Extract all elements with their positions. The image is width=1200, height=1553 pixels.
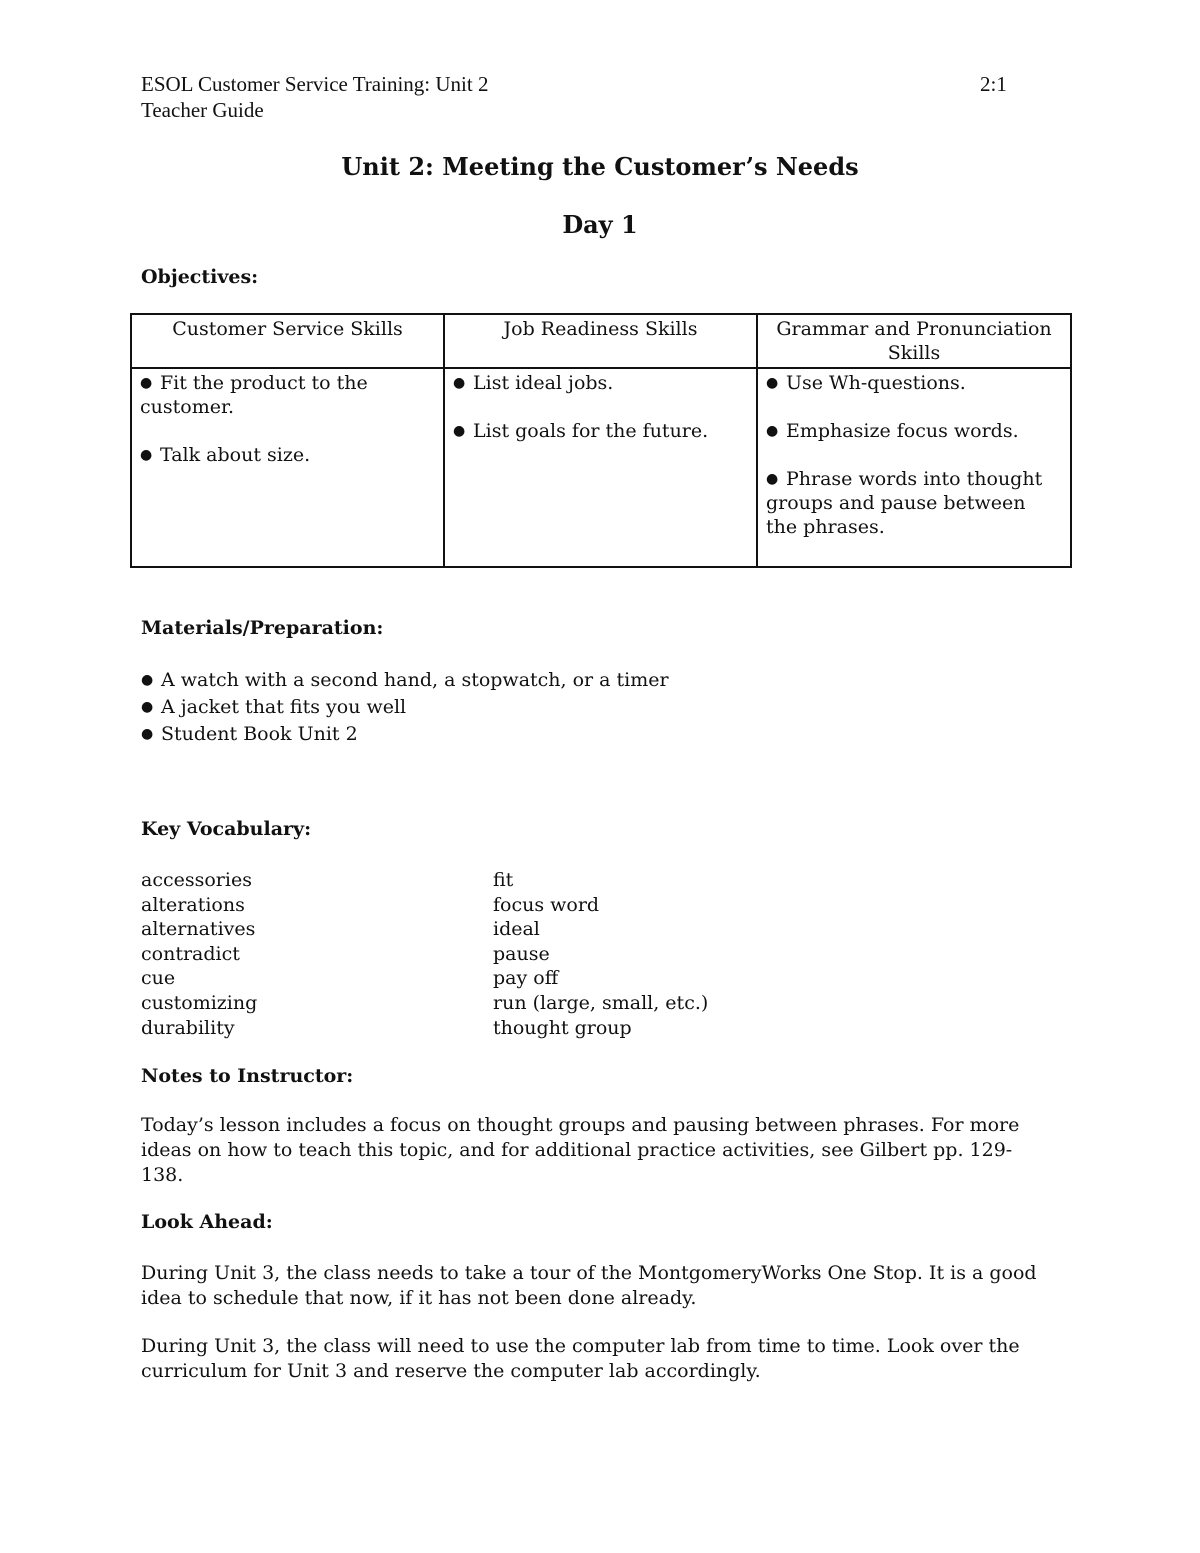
header-course-title: ESOL Customer Service Training: Unit 2 bbox=[141, 72, 489, 96]
vocabulary-word: run (large, small, etc.) bbox=[493, 991, 709, 1014]
vocabulary-list-left bbox=[141, 868, 257, 1040]
objectives-column-header: Customer Service Skills bbox=[131, 314, 444, 368]
list-item bbox=[141, 721, 669, 748]
objective-item bbox=[140, 371, 435, 419]
vocabulary-word: pause bbox=[493, 942, 550, 965]
notes-heading: Notes to Instructor: bbox=[141, 1065, 354, 1087]
objectives-table bbox=[130, 313, 1072, 568]
bullet-icon: ● bbox=[141, 726, 154, 742]
objective-text: Talk about size. bbox=[160, 444, 311, 466]
objective-item bbox=[140, 443, 435, 467]
look-ahead-paragraph: During Unit 3, the class will need to use the computer lab from time to time. Look over the curriculum for Unit 3 and reserve the computer lab accordingly. bbox=[141, 1335, 1020, 1382]
bullet-icon: ● bbox=[766, 375, 779, 391]
page-number: 2:1 bbox=[980, 72, 1007, 96]
objective-text: Use Wh-questions. bbox=[786, 372, 966, 394]
bullet-icon: ● bbox=[141, 672, 154, 688]
objective-text: List goals for the future. bbox=[473, 420, 709, 442]
bullet-icon: ● bbox=[766, 471, 779, 487]
objectives-cell-grammar bbox=[757, 368, 1071, 567]
objective-text: Emphasize focus words. bbox=[786, 420, 1019, 442]
vocabulary-word: durability bbox=[141, 1016, 235, 1039]
bullet-icon: ● bbox=[140, 447, 153, 463]
list-item bbox=[141, 667, 669, 694]
material-text: A jacket that fits you well bbox=[161, 696, 407, 718]
objectives-body-row bbox=[131, 368, 1071, 567]
objective-text: List ideal jobs. bbox=[473, 372, 614, 394]
vocabulary-list-right bbox=[493, 868, 708, 1040]
objective-text: Phrase words into thought groups and pause between the phrases. bbox=[766, 468, 1043, 538]
objective-item bbox=[766, 467, 1062, 539]
vocabulary-word: alternatives bbox=[141, 918, 256, 941]
bullet-icon: ● bbox=[453, 423, 466, 439]
look-ahead-heading: Look Ahead: bbox=[141, 1211, 273, 1233]
objectives-cell-customer-service bbox=[131, 368, 444, 567]
objective-item bbox=[766, 419, 1062, 443]
bullet-icon: ● bbox=[766, 423, 779, 439]
vocabulary-word: cue bbox=[141, 967, 176, 990]
objectives-header-row bbox=[131, 314, 1071, 368]
vocabulary-word: fit bbox=[493, 869, 514, 891]
objective-item bbox=[453, 419, 748, 443]
materials-list bbox=[141, 667, 669, 748]
vocabulary-word: focus word bbox=[493, 893, 600, 916]
objectives-heading: Objectives: bbox=[141, 266, 259, 288]
objectives-column-header: Grammar and Pronunciation Skills bbox=[757, 314, 1071, 368]
vocabulary-word: pay off bbox=[493, 967, 559, 990]
page-subtitle: Day 1 bbox=[562, 210, 638, 239]
bullet-icon: ● bbox=[140, 375, 153, 391]
material-text: A watch with a second hand, a stopwatch, or a timer bbox=[161, 669, 669, 691]
vocabulary-word: thought group bbox=[493, 1016, 632, 1039]
vocabulary-word: contradict bbox=[141, 942, 240, 965]
vocabulary-heading: Key Vocabulary: bbox=[141, 818, 312, 840]
material-text: Student Book Unit 2 bbox=[161, 723, 358, 745]
vocabulary-word: alterations bbox=[141, 893, 245, 916]
vocabulary-word: customizing bbox=[141, 991, 258, 1014]
objectives-column-header: Job Readiness Skills bbox=[444, 314, 757, 368]
vocabulary-word: ideal bbox=[493, 918, 540, 941]
look-ahead-paragraph: During Unit 3, the class needs to take a tour of the MontgomeryWorks One Stop. It is a good idea to schedule that now, if it has not been done already. bbox=[141, 1262, 1037, 1309]
materials-heading: Materials/Preparation: bbox=[141, 617, 384, 639]
list-item bbox=[141, 694, 669, 721]
bullet-icon: ● bbox=[453, 375, 466, 391]
header-guide-label: Teacher Guide bbox=[141, 98, 264, 122]
objective-text: Fit the product to the customer. bbox=[140, 372, 368, 418]
objective-item bbox=[453, 371, 748, 395]
objectives-cell-job-readiness bbox=[444, 368, 757, 567]
page-title: Unit 2: Meeting the Customer’s Needs bbox=[341, 152, 859, 181]
vocabulary-word: accessories bbox=[141, 869, 252, 891]
notes-paragraph: Today’s lesson includes a focus on thought groups and pausing between phrases. For more ideas on how to teach this topic, and for additional practice activities, see Gilbert pp. 129-138. bbox=[141, 1114, 1020, 1186]
bullet-icon: ● bbox=[141, 699, 154, 715]
objective-item bbox=[766, 371, 1062, 395]
